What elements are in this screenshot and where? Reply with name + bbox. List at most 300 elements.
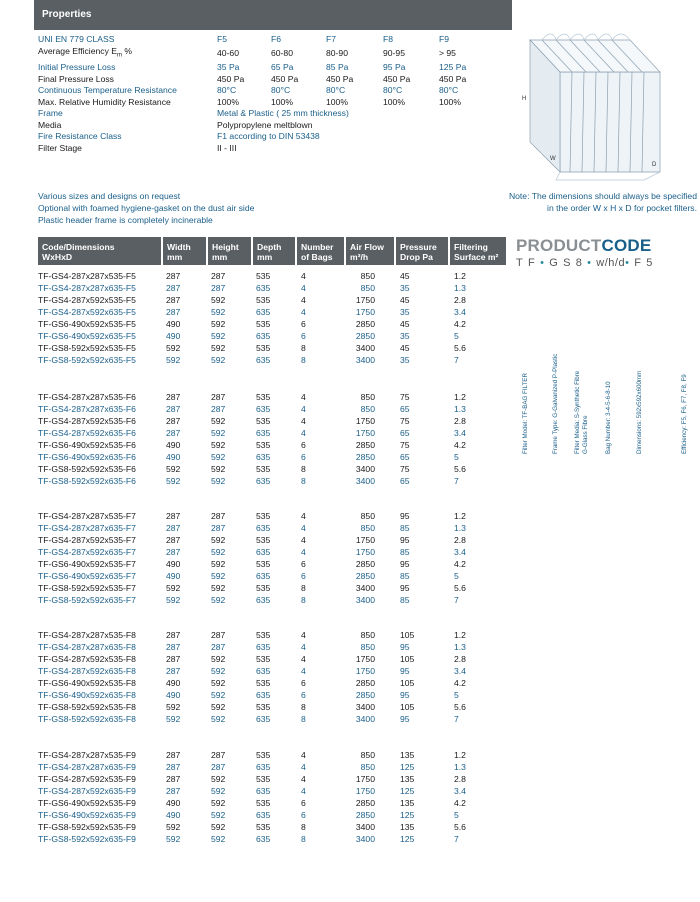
product-code-cell: TF-GS6-490x592x635-F9 — [38, 810, 136, 820]
note-line: Note: The dimensions should always be specified — [508, 191, 697, 201]
table-row — [38, 773, 508, 785]
table-cell: 135 — [400, 822, 415, 832]
table-cell: 4 — [301, 547, 306, 557]
notes-left — [38, 191, 254, 226]
code-legend-label: G-Glass Fibre — [582, 415, 589, 454]
table-cell: 635 — [256, 786, 271, 796]
table-cell: 592 — [166, 822, 181, 832]
table-cell: 287 — [166, 750, 181, 760]
property-value: 450 Pa — [271, 73, 299, 84]
table-cell: 8 — [301, 355, 306, 365]
table-cell: 287 — [166, 786, 181, 796]
code-legend-label: Frame Type: G-Galvanized P-Plastic — [552, 353, 559, 454]
column-header: Height mm — [208, 237, 251, 265]
table-cell: 592 — [211, 678, 226, 688]
table-cell: 4 — [301, 535, 306, 545]
table-cell: 1750 — [355, 428, 375, 438]
table-cell: 535 — [256, 392, 271, 402]
table-cell: 8 — [301, 595, 306, 605]
property-label: Continuous Temperature Resistance — [38, 85, 177, 96]
table-cell: 592 — [211, 702, 226, 712]
table-row — [38, 761, 508, 773]
table-cell: 635 — [256, 690, 271, 700]
property-value: 100% — [383, 96, 405, 107]
properties-header — [34, 0, 512, 30]
table-row — [38, 427, 508, 439]
table-cell: 6 — [301, 810, 306, 820]
table-cell: 1.2 — [454, 511, 466, 521]
table-cell: 3400 — [355, 355, 375, 365]
table-cell: 535 — [256, 319, 271, 329]
label-d: D — [652, 162, 657, 168]
table-cell: 635 — [256, 642, 271, 652]
table-cell: 1.3 — [454, 404, 466, 414]
table-cell: 287 — [166, 307, 181, 317]
table-cell: 535 — [256, 295, 271, 305]
table-cell: 8 — [301, 583, 306, 593]
table-cell: 592 — [211, 834, 226, 844]
table-cell: 3.4 — [454, 428, 466, 438]
table-cell: 592 — [211, 798, 226, 808]
table-cell: 592 — [166, 702, 181, 712]
table-cell: 1750 — [355, 774, 375, 784]
property-label: UNI EN 779 CLASS — [38, 34, 115, 44]
table-cell: 592 — [211, 774, 226, 784]
table-row — [38, 749, 508, 761]
table-cell: 592 — [166, 343, 181, 353]
table-cell: 4.2 — [454, 440, 466, 450]
table-cell: 3400 — [355, 822, 375, 832]
table-cell: 592 — [211, 440, 226, 450]
product-code-cell: TF-GS8-592x592x635-F5 — [38, 355, 136, 365]
product-code-cell: TF-GS8-592x592x635-F8 — [38, 714, 136, 724]
table-cell: 1.3 — [454, 762, 466, 772]
property-row — [38, 97, 499, 109]
table-cell: 135 — [400, 798, 415, 808]
table-cell: 2.8 — [454, 535, 466, 545]
table-cell: 45 — [400, 271, 410, 281]
column-header: Width mm — [163, 237, 206, 265]
table-row — [38, 653, 508, 665]
property-value: 80°C — [383, 85, 403, 96]
table-cell: 3400 — [355, 714, 375, 724]
table-cell: 35 — [400, 355, 410, 365]
property-row-media — [38, 120, 499, 132]
table-cell: 287 — [166, 523, 181, 533]
table-row — [38, 546, 508, 558]
property-value: 85 Pa — [326, 61, 349, 72]
table-cell: 95 — [400, 511, 410, 521]
table-cell: 592 — [211, 666, 226, 676]
table-cell: 635 — [256, 523, 271, 533]
property-label: Average Efficiency $E_m$ % — [38, 45, 133, 59]
table-cell: 6 — [301, 331, 306, 341]
table-cell: 287 — [166, 762, 181, 772]
table-cell: 5 — [454, 571, 459, 581]
table-cell: 8 — [301, 343, 306, 353]
table-cell: 95 — [400, 666, 410, 676]
property-value: Metal & Plastic ( 25 mm thickness) — [217, 108, 349, 119]
table-cell: 95 — [400, 690, 410, 700]
table-cell: 5 — [454, 331, 459, 341]
table-cell: 2850 — [355, 440, 375, 450]
table-cell: 850 — [360, 750, 375, 760]
property-row — [38, 85, 499, 97]
table-cell: 125 — [400, 786, 415, 796]
property-value: 80-90 — [326, 47, 348, 58]
table-cell: 287 — [166, 428, 181, 438]
table-cell: 490 — [166, 798, 181, 808]
table-row — [38, 282, 508, 294]
table-cell: 105 — [400, 654, 415, 664]
table-cell: 2.8 — [454, 774, 466, 784]
property-value: F5 — [217, 34, 228, 44]
table-cell: 85 — [400, 547, 410, 557]
table-cell: 850 — [360, 392, 375, 402]
table-cell: 592 — [211, 343, 226, 353]
table-cell: 635 — [256, 307, 271, 317]
table-cell: 6 — [301, 452, 306, 462]
table-cell: 7 — [454, 355, 459, 365]
table-cell: 535 — [256, 750, 271, 760]
table-cell: 135 — [400, 750, 415, 760]
table-cell: 5.6 — [454, 343, 466, 353]
note-line: Optional with foamed hygiene-gasket on the dust air side — [38, 202, 255, 213]
table-cell: 65 — [400, 452, 410, 462]
table-cell: 592 — [211, 535, 226, 545]
product-code-cell: TF-GS4-287x592x635-F7 — [38, 547, 136, 557]
table-cell: 850 — [360, 271, 375, 281]
table-cell: 75 — [400, 416, 410, 426]
table-cell: 287 — [211, 642, 226, 652]
table-cell: 95 — [400, 714, 410, 724]
table-cell: 592 — [211, 355, 226, 365]
product-code-cell: TF-GS4-287x287x635-F5 — [38, 283, 136, 293]
property-value: F7 — [326, 34, 337, 44]
table-cell: 1750 — [355, 295, 375, 305]
table-cell: 490 — [166, 810, 181, 820]
table-cell: 535 — [256, 535, 271, 545]
code-legend-label: Filter Model: TF-BAG FILTER — [522, 373, 529, 454]
table-cell: 3400 — [355, 702, 375, 712]
table-row — [38, 689, 508, 701]
table-cell: 2850 — [355, 678, 375, 688]
table-cell: 287 — [166, 416, 181, 426]
table-cell: 592 — [211, 714, 226, 724]
code-segment: • — [587, 257, 597, 269]
product-code-cell: TF-GS8-592x592x635-F9 — [38, 834, 136, 844]
table-cell: 4 — [301, 416, 306, 426]
property-value: 60-80 — [271, 47, 293, 58]
table-cell: 35 — [400, 331, 410, 341]
table-cell: 2850 — [355, 559, 375, 569]
property-label: Final Pressure Loss — [38, 73, 114, 84]
table-cell: 4 — [301, 774, 306, 784]
table-row — [38, 629, 508, 641]
column-header: Pressure Drop Pa — [396, 237, 448, 265]
table-cell: 75 — [400, 464, 410, 474]
table-cell: 490 — [166, 571, 181, 581]
table-cell: 8 — [301, 476, 306, 486]
table-cell: 592 — [211, 786, 226, 796]
table-cell: 287 — [211, 511, 226, 521]
table-cell: 85 — [400, 571, 410, 581]
table-cell: 1.3 — [454, 523, 466, 533]
table-cell: 635 — [256, 331, 271, 341]
table-cell: 6 — [301, 559, 306, 569]
table-cell: 535 — [256, 822, 271, 832]
table-cell: 592 — [211, 476, 226, 486]
product-code-cell: TF-GS6-490x592x535-F6 — [38, 440, 136, 450]
table-cell: 287 — [211, 750, 226, 760]
table-cell: 287 — [166, 283, 181, 293]
product-code-cell: TF-GS4-287x287x535-F5 — [38, 271, 136, 281]
property-value: 100% — [326, 96, 348, 107]
table-cell: 3.4 — [454, 666, 466, 676]
table-cell: 635 — [256, 666, 271, 676]
table-row — [38, 570, 508, 582]
table-cell: 6 — [301, 440, 306, 450]
table-cell: 2.8 — [454, 416, 466, 426]
table-cell: 535 — [256, 271, 271, 281]
product-code-cell: TF-GS4-287x287x535-F7 — [38, 511, 136, 521]
property-value: 80°C — [439, 85, 459, 96]
table-row — [38, 463, 508, 475]
code-legend-label: Efficiency: F5, F6, F7, F8, F9 — [681, 374, 688, 454]
table-cell: 850 — [360, 642, 375, 652]
table-cell: 1.3 — [454, 642, 466, 652]
table-cell: 65 — [400, 476, 410, 486]
table-cell: 287 — [166, 642, 181, 652]
table-cell: 850 — [360, 762, 375, 772]
table-row — [38, 821, 508, 833]
table-cell: 95 — [400, 583, 410, 593]
product-code-string — [516, 257, 658, 269]
table-cell: 535 — [256, 464, 271, 474]
table-cell: 287 — [166, 774, 181, 784]
table-row — [38, 641, 508, 653]
product-code-cell: TF-GS4-287x287x535-F8 — [38, 630, 136, 640]
table-cell: 635 — [256, 571, 271, 581]
table-cell: 8 — [301, 822, 306, 832]
table-cell: 287 — [166, 271, 181, 281]
table-row — [38, 809, 508, 821]
table-row — [38, 534, 508, 546]
table-cell: 1750 — [355, 666, 375, 676]
note-line: Plastic header frame is completely incinerable — [38, 214, 213, 225]
table-cell: 592 — [211, 295, 226, 305]
property-label: Max. Relative Humidity Resistance — [38, 96, 171, 107]
table-cell: 3400 — [355, 476, 375, 486]
table-row — [38, 415, 508, 427]
property-value: 65 Pa — [271, 61, 294, 72]
product-code-cell: TF-GS6-490x592x635-F8 — [38, 690, 136, 700]
table-cell: 287 — [211, 271, 226, 281]
table-cell: 1.2 — [454, 630, 466, 640]
column-header: Filtering Surface m² — [450, 237, 506, 265]
table-cell: 2850 — [355, 319, 375, 329]
table-header — [38, 237, 506, 265]
table-cell: 7 — [454, 834, 459, 844]
property-row-fire — [38, 131, 499, 143]
table-cell: 635 — [256, 428, 271, 438]
table-cell: 65 — [400, 428, 410, 438]
table-cell: 2.8 — [454, 654, 466, 664]
table-row — [38, 665, 508, 677]
table-cell: 850 — [360, 630, 375, 640]
table-cell: 287 — [166, 547, 181, 557]
table-cell: 592 — [166, 834, 181, 844]
table-cell: 3400 — [355, 464, 375, 474]
table-cell: 4.2 — [454, 559, 466, 569]
table-cell: 85 — [400, 595, 410, 605]
table-cell: 4.2 — [454, 678, 466, 688]
property-value: F9 — [439, 34, 450, 44]
note-line: Various sizes and designs on request — [38, 191, 181, 201]
table-cell: 8 — [301, 702, 306, 712]
product-code-cell: TF-GS6-490x592x535-F5 — [38, 319, 136, 329]
table-cell: 287 — [211, 630, 226, 640]
note-line: in the order W x H x D for pocket filters. — [547, 202, 697, 213]
property-row — [38, 46, 499, 62]
table-cell: 4.2 — [454, 319, 466, 329]
table-cell: 635 — [256, 595, 271, 605]
property-value: 100% — [439, 96, 461, 107]
table-row — [38, 403, 508, 415]
property-value: F8 — [383, 34, 394, 44]
product-code-cell: TF-GS4-287x592x635-F8 — [38, 666, 136, 676]
code-segment: 8 — [575, 257, 588, 269]
table-row — [38, 306, 508, 318]
table-cell: 8 — [301, 834, 306, 844]
table-cell: 75 — [400, 440, 410, 450]
code-segment: F — [528, 257, 541, 269]
column-header: Air Flow m³/h — [346, 237, 394, 265]
table-row — [38, 785, 508, 797]
table-cell: 287 — [166, 630, 181, 640]
table-cell: 287 — [211, 404, 226, 414]
product-code-cell: TF-GS4-287x287x635-F6 — [38, 404, 136, 414]
table-cell: 125 — [400, 762, 415, 772]
code-segment: • — [625, 257, 635, 269]
table-cell: 7 — [454, 476, 459, 486]
table-cell: 592 — [211, 654, 226, 664]
table-cell: 635 — [256, 810, 271, 820]
product-code-cell: TF-GS8-592x592x635-F6 — [38, 476, 136, 486]
table-row — [38, 354, 508, 366]
table-cell: 635 — [256, 404, 271, 414]
table-cell: 8 — [301, 464, 306, 474]
table-cell: 5 — [454, 452, 459, 462]
table-cell: 1.2 — [454, 392, 466, 402]
table-cell: 135 — [400, 774, 415, 784]
table-cell: 1750 — [355, 786, 375, 796]
table-cell: 287 — [166, 511, 181, 521]
table-cell: 4 — [301, 392, 306, 402]
table-cell: 4 — [301, 654, 306, 664]
table-cell: 95 — [400, 559, 410, 569]
product-code-cell: TF-GS4-287x592x535-F6 — [38, 416, 136, 426]
table-cell: 3.4 — [454, 307, 466, 317]
table-cell: 850 — [360, 283, 375, 293]
table-cell: 4 — [301, 295, 306, 305]
table-cell: 6 — [301, 678, 306, 688]
table-cell: 3400 — [355, 343, 375, 353]
table-cell: 3.4 — [454, 786, 466, 796]
product-code-cell: TF-GS8-592x592x635-F7 — [38, 595, 136, 605]
label-w: W — [550, 156, 556, 162]
table-cell: 635 — [256, 476, 271, 486]
table-row — [38, 558, 508, 570]
table-cell: 1750 — [355, 416, 375, 426]
table-row — [38, 294, 508, 306]
table-cell: 4.2 — [454, 798, 466, 808]
property-value: 40-60 — [217, 47, 239, 58]
table-row — [38, 582, 508, 594]
table-row — [38, 833, 508, 845]
table-cell: 4 — [301, 428, 306, 438]
product-code-cell: TF-GS4-287x592x635-F6 — [38, 428, 136, 438]
table-cell: 85 — [400, 523, 410, 533]
property-label: Filter Stage — [38, 143, 82, 154]
table-cell: 592 — [211, 571, 226, 581]
product-code-cell: TF-GS8-592x592x535-F6 — [38, 464, 136, 474]
table-cell: 6 — [301, 319, 306, 329]
table-cell: 592 — [211, 547, 226, 557]
table-cell: 1750 — [355, 547, 375, 557]
table-cell: 592 — [211, 307, 226, 317]
table-cell: 490 — [166, 319, 181, 329]
table-cell: 287 — [211, 762, 226, 772]
product-code-title: PRODUCTCODE — [516, 236, 652, 255]
table-cell: 592 — [211, 452, 226, 462]
property-value: > 95 — [439, 47, 456, 58]
table-row — [38, 677, 508, 689]
table-cell: 105 — [400, 678, 415, 688]
property-label: Fire Resistance Class — [38, 131, 122, 142]
table-cell: 535 — [256, 774, 271, 784]
table-cell: 4 — [301, 786, 306, 796]
property-row-frame — [38, 108, 499, 120]
product-code-cell: TF-GS4-287x592x535-F8 — [38, 654, 136, 664]
table-cell: 490 — [166, 559, 181, 569]
product-code-cell: TF-GS8-592x592x535-F5 — [38, 343, 136, 353]
property-value: 450 Pa — [439, 73, 467, 84]
property-value: F1 according to DIN 53438 — [217, 131, 320, 142]
table-cell: 287 — [166, 295, 181, 305]
table-cell: 850 — [360, 511, 375, 521]
table-cell: 592 — [166, 464, 181, 474]
table-cell: 35 — [400, 283, 410, 293]
property-value: 100% — [271, 96, 293, 107]
table-cell: 850 — [360, 523, 375, 533]
product-code-cell: TF-GS4-287x287x635-F9 — [38, 762, 136, 772]
table-cell: 490 — [166, 452, 181, 462]
table-cell: 535 — [256, 654, 271, 664]
table-cell: 8 — [301, 714, 306, 724]
table-cell: 287 — [166, 392, 181, 402]
table-cell: 4 — [301, 750, 306, 760]
table-cell: 535 — [256, 630, 271, 640]
table-row — [38, 439, 508, 451]
property-value: 95 Pa — [383, 61, 406, 72]
property-value: 450 Pa — [217, 73, 245, 84]
table-row — [38, 342, 508, 354]
property-value: 80°C — [326, 85, 346, 96]
table-cell: 535 — [256, 798, 271, 808]
code-segment: • — [540, 257, 550, 269]
table-cell: 2850 — [355, 810, 375, 820]
